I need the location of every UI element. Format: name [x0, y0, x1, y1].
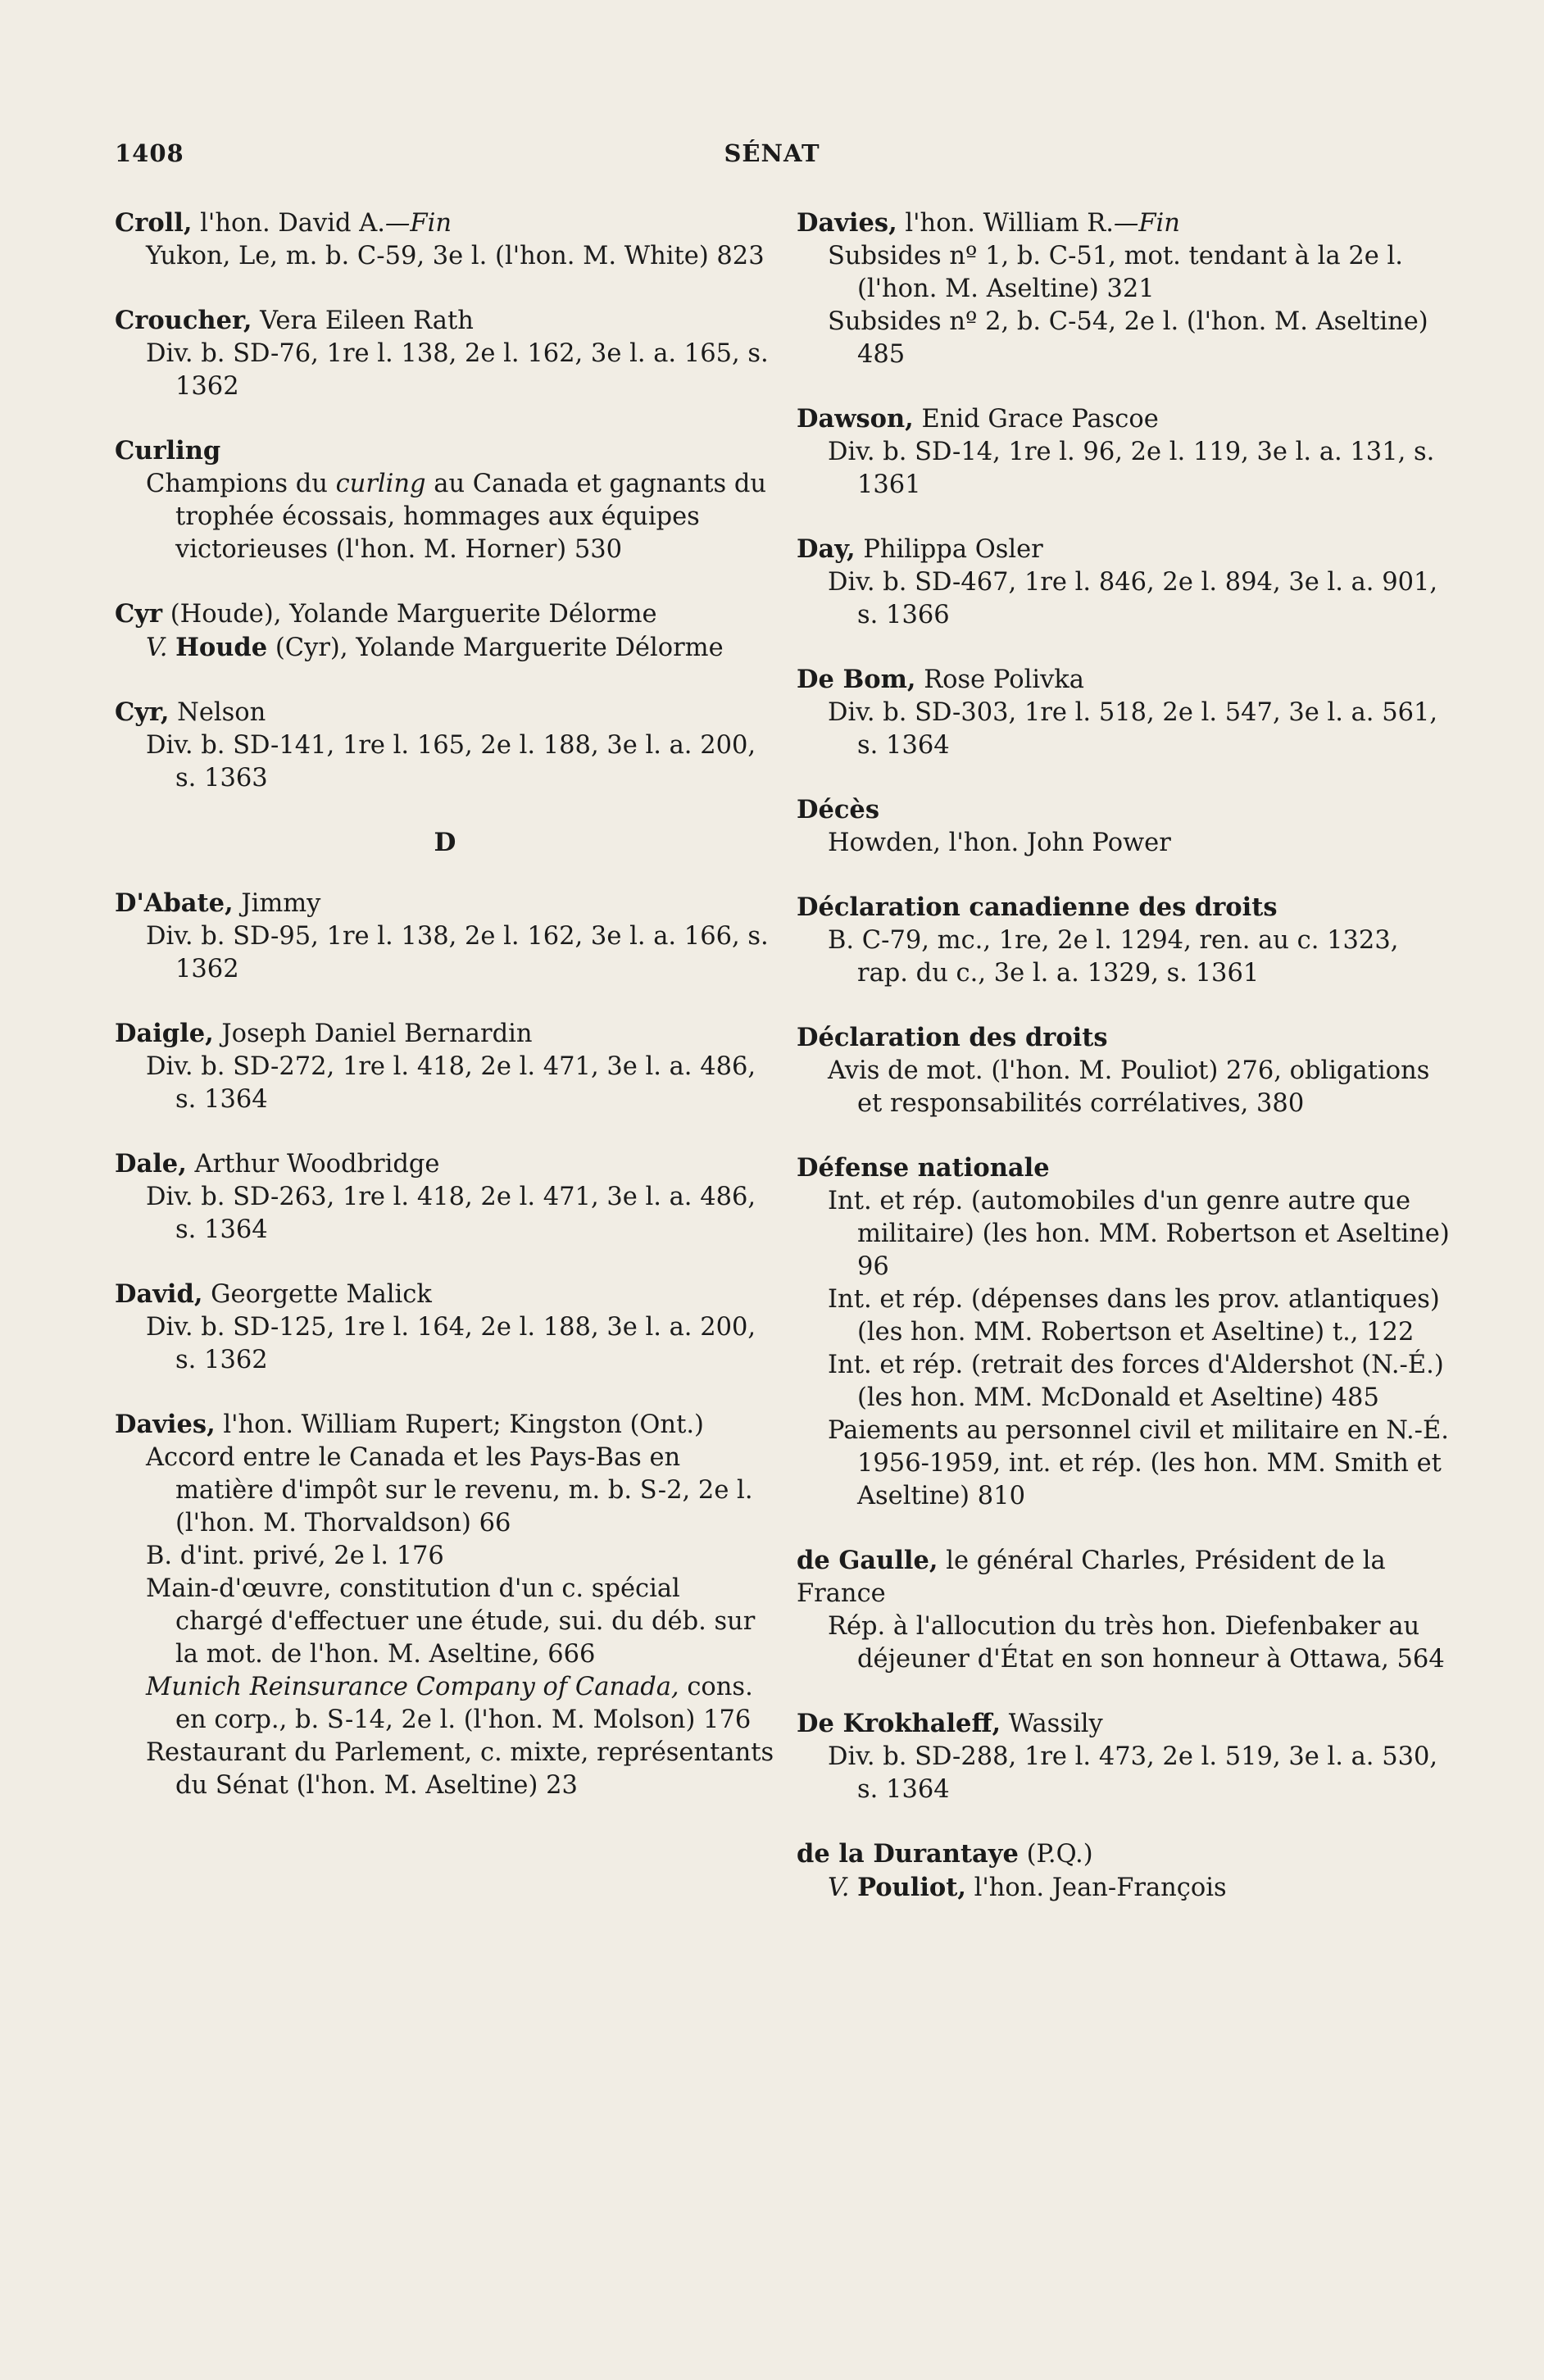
entry-subitem: B. C-79, mc., 1re, 2e l. 1294, ren. au c. 1323, rap. du c., 3e l. a. 1329, s. 1361	[828, 926, 1399, 988]
page-number: 1408	[115, 139, 184, 167]
entry-qualifier: Rose Polivka	[915, 665, 1084, 694]
subitem-text: Main-d'œuvre, constitution d'un c. spécial chargé d'effectuer une étude, sui. du déb. sur la mot. de l'hon. M. Aseltine, 666	[146, 1574, 756, 1669]
see-name: Pouliot,	[857, 1873, 966, 1902]
entry-qualifier: Philippa Osler	[855, 535, 1043, 564]
entry-name: Défense nationale	[797, 1153, 1050, 1183]
index-entry	[797, 402, 1457, 502]
index-entry	[797, 1021, 1457, 1120]
index-entry	[797, 1707, 1457, 1806]
entry-qualifier: Enid Grace Pascoe	[913, 405, 1159, 434]
subitem-italic: Munich Reinsurance Company of Canada,	[146, 1673, 679, 1701]
entry-name: Cyr	[115, 599, 163, 629]
entry-qualifier: Wassily	[1001, 1710, 1103, 1738]
entry-qualifier: (Houde), Yolande Marguerite Délorme	[162, 600, 657, 629]
entry-qualifier: (P.Q.)	[1018, 1840, 1093, 1869]
entry-subitem: Howden, l'hon. John Power	[828, 829, 1171, 857]
entry-subitem: Div. b. SD-125, 1re l. 164, 2e l. 188, 3e l. a. 200, s. 1362	[146, 1313, 756, 1374]
entry-name: Croll,	[115, 208, 193, 238]
entry-heading	[797, 891, 1457, 924]
entry-subitem	[115, 1442, 775, 1540]
entry-subitem: Div. b. SD-141, 1re l. 165, 2e l. 188, 3e l. a. 200, s. 1363	[146, 731, 756, 793]
entry-qualifier: l'hon. William R.	[897, 209, 1114, 238]
entry-subitem	[115, 468, 775, 566]
entry-heading	[797, 207, 1457, 240]
entry-subitem: Int. et rép. (automobiles d'un genre autre que militaire) (les hon. MM. Robertson et Aseltine) 96	[828, 1187, 1450, 1281]
entry-qualifier: Joseph Daniel Bernardin	[213, 1020, 533, 1048]
entry-qualifier: Arthur Woodbridge	[186, 1150, 440, 1179]
index-entry	[797, 533, 1457, 632]
entry-qualifier: Jimmy	[233, 889, 321, 918]
entry-qualifier: l'hon. William Rupert; Kingston (Ont.)	[215, 1410, 704, 1439]
entry-heading	[797, 533, 1457, 566]
index-entry	[797, 1151, 1457, 1513]
entry-subitem: Avis de mot. (l'hon. M. Pouliot) 276, obligations et responsabilités corrélatives, 380	[828, 1056, 1430, 1118]
entry-qualifier: Georgette Malick	[202, 1280, 432, 1309]
entry-name: Daigle,	[115, 1019, 214, 1048]
entry-subitem: Div. b. SD-467, 1re l. 846, 2e l. 894, 3e l. a. 901, s. 1366	[828, 568, 1438, 629]
page-title: SÉNAT	[724, 139, 820, 167]
entry-heading	[797, 1544, 1457, 1610]
see-rest: l'hon. Jean-François	[965, 1874, 1227, 1902]
see-marker: V.	[146, 634, 168, 662]
entry-heading	[115, 434, 775, 468]
subitem-text: Restaurant du Parlement, c. mixte, représentants du Sénat (l'hon. M. Aseltine) 23	[146, 1738, 774, 1800]
entry-subitem: Subsides nº 1, b. C-51, mot. tendant à la 2e l. (l'hon. M. Aseltine) 321	[828, 242, 1403, 303]
index-entry	[115, 887, 775, 986]
subitem-text: cons. en corp., b. S-14, 2e l. (l'hon. M. Molson) 176	[175, 1673, 753, 1734]
subitem-text: Accord entre le Canada et les Pays-Bas en matière d'impôt sur le revenu, m. b. S-2, 2e l. (l'hon. M. Thorvaldson) 66	[146, 1443, 753, 1537]
index-entry	[115, 696, 775, 795]
index-entry	[115, 597, 775, 665]
see-rest: (Cyr), Yolande Marguerite Délorme	[267, 634, 724, 662]
index-entry	[115, 434, 775, 566]
index-entry	[115, 304, 775, 403]
entry-name: De Krokhaleff,	[797, 1709, 1001, 1738]
entry-heading	[115, 1278, 775, 1311]
entry-qualifier: l'hon. David A.	[192, 209, 385, 238]
entry-subitem	[115, 1540, 775, 1573]
entry-name: Davies,	[115, 1410, 216, 1439]
subitem-text: au Canada et gagnants du trophée écossais, hommages aux équipes victorieuses (l'hon. M. Horner) 530	[175, 470, 767, 564]
entry-subitem: Div. b. SD-303, 1re l. 518, 2e l. 547, 3e l. a. 561, s. 1364	[828, 698, 1438, 760]
subitem-text: B. d'int. privé, 2e l. 176	[146, 1542, 444, 1570]
index-entry	[115, 1278, 775, 1377]
index-entry	[115, 1017, 775, 1116]
index-entry	[115, 1408, 775, 1802]
entry-subitem: Subsides nº 2, b. C-54, 2e l. (l'hon. M. Aseltine) 485	[828, 307, 1428, 369]
entry-subitem: Int. et rép. (dépenses dans les prov. atlantiques) (les hon. MM. Robertson et Aseltine) t., 122	[828, 1285, 1440, 1347]
entry-name: Dawson,	[797, 404, 914, 434]
see-name: Houde	[175, 633, 268, 662]
entry-name: Croucher,	[115, 306, 252, 335]
entry-subitem: Int. et rép. (retrait des forces d'Aldershot (N.-É.) (les hon. MM. McDonald et Aseltine) 485	[828, 1351, 1444, 1412]
entry-heading	[797, 663, 1457, 697]
entry-heading	[115, 696, 775, 729]
entry-name: Curling	[115, 436, 221, 466]
index-entry	[115, 1147, 775, 1247]
entry-subitem: Div. b. SD-263, 1re l. 418, 2e l. 471, 3e l. a. 486, s. 1364	[146, 1183, 756, 1244]
entry-subitem: Paiements au personnel civil et militaire en N.-É. 1956-1959, int. et rép. (les hon. MM. Smith et Aseltine) 810	[828, 1416, 1449, 1510]
index-entry	[797, 1837, 1457, 1905]
entry-name: Davies,	[797, 208, 897, 238]
entry-heading	[115, 1017, 775, 1051]
entry-heading	[115, 887, 775, 920]
section-letter: D	[434, 828, 456, 857]
entry-name: de la Durantaye	[797, 1839, 1019, 1869]
entry-subitem: Rép. à l'allocution du très hon. Diefenbaker au déjeuner d'État en son honneur à Ottawa, 564	[828, 1612, 1445, 1674]
entry-continued: —Fin	[1113, 209, 1180, 238]
see-reference	[115, 631, 775, 665]
entry-heading	[115, 597, 775, 631]
entry-heading	[797, 793, 1457, 827]
entry-heading	[115, 1408, 775, 1442]
index-entry	[797, 663, 1457, 762]
entry-subitem: Div. b. SD-95, 1re l. 138, 2e l. 162, 3e l. a. 166, s. 1362	[146, 922, 769, 983]
see-reference	[797, 1871, 1457, 1905]
entry-qualifier: Vera Eileen Rath	[252, 307, 474, 335]
entry-name: Cyr,	[115, 697, 170, 727]
entry-heading	[797, 1021, 1457, 1055]
entry-heading	[797, 1707, 1457, 1741]
entry-heading	[115, 1147, 775, 1181]
entry-name: D'Abate,	[115, 888, 234, 918]
index-entry	[797, 793, 1457, 860]
index-entry	[797, 1544, 1457, 1676]
index-entry	[797, 891, 1457, 990]
entry-qualifier: le général Charles, Président de la France	[797, 1547, 1386, 1608]
entry-name: David,	[115, 1279, 203, 1309]
entry-heading	[115, 304, 775, 338]
entry-name: de Gaulle,	[797, 1546, 938, 1575]
entry-subitem	[115, 1671, 775, 1737]
entry-qualifier: Nelson	[169, 698, 266, 727]
index-entry	[115, 207, 775, 273]
entry-name: De Bom,	[797, 665, 916, 694]
entry-name: Day,	[797, 534, 856, 564]
entry-name: Dale,	[115, 1149, 187, 1179]
entry-heading	[797, 1837, 1457, 1871]
entry-name: Déclaration canadienne des droits	[797, 892, 1278, 922]
entry-name: Déclaration des droits	[797, 1023, 1108, 1052]
index-entry	[797, 207, 1457, 371]
see-marker: V.	[828, 1874, 850, 1902]
entry-subitem: Div. b. SD-76, 1re l. 138, 2e l. 162, 3e l. a. 165, s. 1362	[146, 339, 769, 401]
entry-subitem: Yukon, Le, m. b. C-59, 3e l. (l'hon. M. White) 823	[146, 242, 765, 270]
entry-heading	[115, 207, 775, 240]
subitem-italic: curling	[335, 470, 426, 498]
right-column	[797, 207, 1457, 1936]
entry-continued: —Fin	[384, 209, 452, 238]
entry-subitem	[115, 1573, 775, 1671]
entry-name: Décès	[797, 795, 880, 824]
entry-subitem: Div. b. SD-14, 1re l. 96, 2e l. 119, 3e l. a. 131, s. 1361	[828, 438, 1435, 499]
entry-heading	[797, 1151, 1457, 1185]
entry-heading	[797, 402, 1457, 436]
entry-subitem: Div. b. SD-288, 1re l. 473, 2e l. 519, 3e l. a. 530, s. 1364	[828, 1742, 1438, 1804]
entry-subitem	[115, 1737, 775, 1802]
left-column	[115, 207, 775, 1833]
subitem-text: Champions du	[146, 470, 336, 498]
entry-subitem: Div. b. SD-272, 1re l. 418, 2e l. 471, 3e l. a. 486, s. 1364	[146, 1052, 756, 1114]
